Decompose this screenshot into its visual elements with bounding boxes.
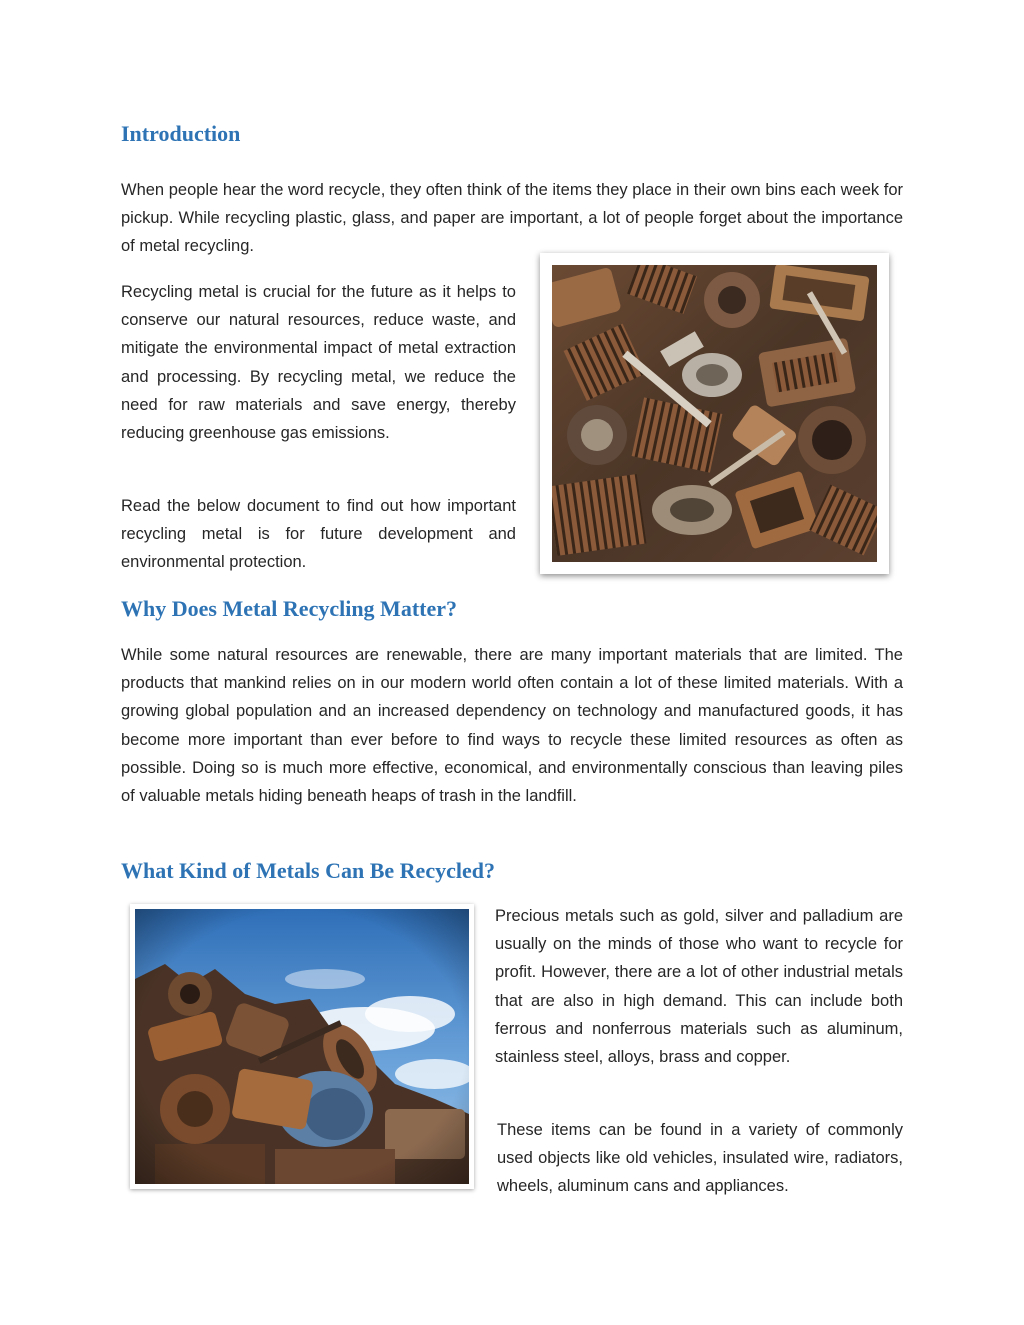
what-kind-paragraph-1: Precious metals such as gold, silver and palladium are usually on the minds of those who want to recycle for profit. However, there are a lot of other industrial metals that are also in high demand. This can include both ferrous and nonferrous materials such as aluminum, stainless steel, alloys, brass and copper. <box>495 907 903 1067</box>
what-kind-paragraph-2: These items can be found in a variety of commonly used objects like old vehicles, insulated wire, radiators, wheels, aluminum cans and appliances. <box>497 1121 903 1196</box>
introduction-paragraph-1: When people hear the word recycle, they often think of the items they place in their own bins each week for pickup. While recycling plastic, glass, and paper are important, a lot of people forget about the importance of metal recycling. <box>121 181 903 256</box>
scrap-metal-photo-frame <box>540 253 889 574</box>
why-matter-paragraph: While some natural resources are renewable, there are many important materials that are limited. The products that mankind relies on in our modern world often contain a lot of these limited materials. With a growing global population and an increased dependency on technology and manufactured goods, it has become more important than ever before to find ways to recycle these limited resources as often as possible. Doing so is much more effective, economical, and environmentally conscious than leaving piles of valuable metals hiding beneath heaps of trash in the landfill. <box>121 646 903 806</box>
scrap-yard-photo-frame <box>130 904 474 1189</box>
why-matter-heading: Why Does Metal Recycling Matter? <box>121 596 458 621</box>
what-kind-heading: What Kind of Metals Can Be Recycled? <box>121 858 495 883</box>
scrap-metal-pile-image <box>552 265 877 562</box>
introduction-paragraph-2: Recycling metal is crucial for the future as it helps to conserve our natural resources, reduce waste, and mitigate the environmental impact of metal extraction and processing. By recycling metal, we reduce the need for raw materials and save energy, thereby reducing greenhouse gas emissions. <box>121 283 516 443</box>
introduction-paragraph-3: Read the below document to find out how important recycling metal is for future development and environmental protection. <box>121 497 516 572</box>
introduction-heading: Introduction <box>121 121 241 146</box>
scrap-yard-sky-image <box>135 909 469 1184</box>
